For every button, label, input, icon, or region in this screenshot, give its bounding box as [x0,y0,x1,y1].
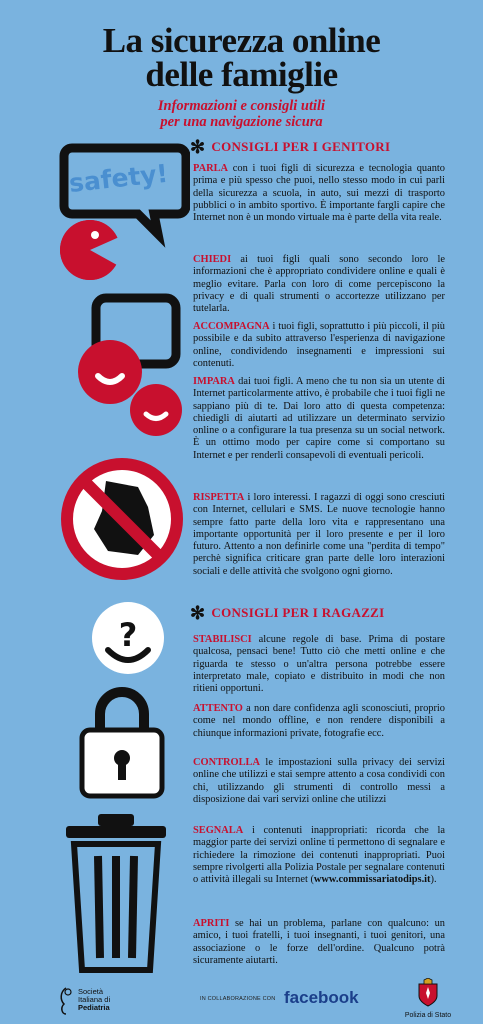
tip-text: a non dare confidenza agli sconosciuti, proprio come nel mondo offline, e non rendere disponibili a chiunque informazioni private, fotografie ecc. [193,703,445,739]
tip-text: ai tuoi figli quali sono secondo loro le informazioni che è appropriato condividere online e quali è meglio evitare. Parla con loro di come percepiscono la privacy e di quali strumenti o accortezze utilizzano per tutelarla. [193,254,445,315]
speech-bubble-text: safety! [67,158,170,198]
question-face-icon [88,598,168,678]
police-label: Polizia di Stato [404,1012,452,1019]
kids-heading-text: CONSIGLI PER I RAGAZZI [211,605,385,620]
tip-keyword: ACCOMPAGNA [193,321,270,332]
tip-text: i loro interessi. I ragazzi di oggi sono cresciuti con Internet, cellulari e SMS. Le nuove tecnologie hanno sempre fatto parte della loro vita e rappresentano una importante opportunità per il loro presente e per il loro futuro. Attento a non definirle come una "perdita di tempo" perchè significa criticare gran parte delle loro interazioni sociali e delle attività che svolgono ogni giorno. [193,492,445,577]
sip-line-2: Italiana di [78,995,111,1004]
page-title [0,21,483,94]
sip-logo [56,986,136,1018]
tip-keyword: CONTROLLA [193,757,260,768]
tip-keyword: RISPETTA [193,492,245,503]
tip-parla [193,163,445,224]
tip-keyword: STABILISCI [193,634,252,645]
computer-family-icon [72,292,182,442]
title-line-1: La sicurezza online [102,21,381,60]
subtitle-line-2: per una navigazione sicura [160,114,323,130]
tip-text: dai tuoi figli. A meno che tu non sia un utente di Internet particolarmente attivo, è probabile che i tuoi figli ne sappiano più di te. Dai loro atto di questa competenza: chiedigli di aiutarti ad utilizzare un determinato servizio online o a configurare la tua presenza su un social network. È un ottimo modo per capire come si comportano su Internet e per renderli consapevoli di eventuali pericoli. [193,376,445,461]
tip-text: i contenuti inappropriati: ricorda che la maggior parte dei servizi online ti permettono di segnalare e richiedere la rimozione dei contenuti inappropriati. Puoi sempre rivolgerti alla Polizia Postale per segnalare contenuti o attività illegali su Internet ( [193,825,445,886]
police-emblem-icon [415,978,441,1008]
police-website-link[interactable]: www.commissariatodips.it [313,874,431,886]
collab-label: IN COLLABORAZIONE CON [200,996,276,1002]
facebook-logo: facebook [284,988,359,1007]
asterisk-icon: ✻ [190,137,206,157]
tip-accompagna [193,321,445,370]
tip-text: alcune regole di base. Prima di postare qualcosa, pensaci bene! Tutto ciò che metti online e che riguarda te stesso o un'altra persona potrebbe essere interpretato male, copiato e distribuito in modi che non ritieni opportuni. [193,634,445,695]
tip-text: i tuoi figli, soprattutto i più piccoli, il più possibile e da subito attraverso l'esperienza di navigazione online, condividendo insegnamenti e impressioni sui contenuti. [193,321,445,369]
page-subtitle [0,98,483,130]
footer [0,978,483,1024]
sip-line-3: Pediatria [78,1003,110,1012]
tip-text: se hai un problema, parlane con qualcuno: un amico, i tuoi fratelli, i tuoi insegnanti, i tuoi genitori, una associazione o le forze dell'ordine. Qualcuno potrà sicuramente aiutarti. [193,918,445,966]
tip-segnala [193,825,445,886]
trash-bin-icon [58,808,168,978]
tip-text-end: ). [430,874,437,886]
kids-section-heading [190,603,385,623]
tip-chiedi [193,254,445,315]
svg-text:?: ? [118,616,138,654]
tip-stabilisci [193,634,445,695]
tip-attento [193,703,445,740]
tip-keyword: SEGNALA [193,825,244,836]
tip-keyword: APRITI [193,918,230,929]
tip-impara [193,376,445,462]
padlock-icon [76,682,168,802]
tip-text: con i tuoi figli di sicurezza e tecnologia quanto prima e più spesso che puoi, nello stesso modo in cui parli della sicurezza a scuola, in auto, sui mezzi di trasporto pubblici o in ambito sportivo. È importante fargli capire che Internet non è un mondo virtuale ma è parte della vita reale. [193,163,445,224]
tip-text: le impostazioni sulla privacy dei servizi online che utilizzi e stai sempre attento a cosa condividi con chi, utilizzando gli strumenti di controllo messi a disposizione dai vari servizi online che utilizzi [193,757,445,805]
tip-keyword: IMPARA [193,376,235,387]
tip-controlla [193,757,445,806]
tip-keyword: CHIEDI [193,254,232,265]
sip-line-1: Società [78,987,104,996]
tip-apriti [193,918,445,967]
title-line-2: delle famiglie [145,55,338,94]
tip-rispetta [193,492,445,578]
subtitle-line-1: Informazioni e consigli utili [157,98,326,114]
speech-bubble-icon [50,142,190,292]
parents-section-heading [190,137,390,157]
parents-heading-text: CONSIGLI PER I GENITORI [211,139,391,154]
police-logo [398,978,458,1019]
tip-keyword: ATTENTO [193,703,243,714]
tip-keyword: PARLA [193,163,229,174]
sip-figure-icon [56,986,76,1016]
asterisk-icon: ✻ [190,603,206,623]
no-pointing-hand-icon [58,455,186,583]
